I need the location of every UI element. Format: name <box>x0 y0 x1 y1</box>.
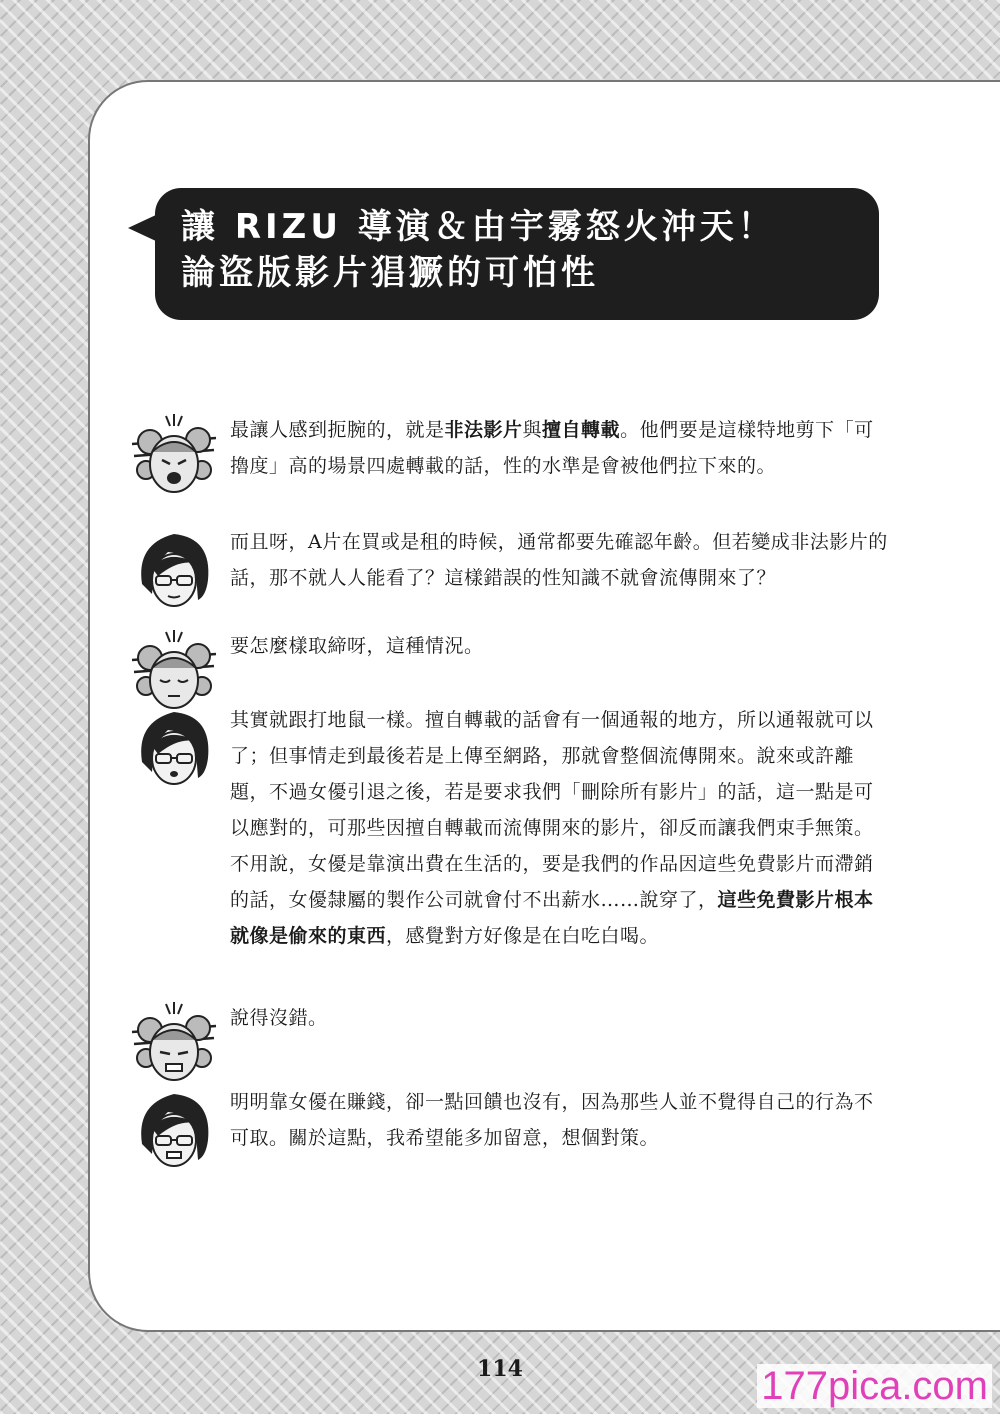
title-bubble <box>155 188 879 320</box>
dialogue-text: 明明靠女優在賺錢，卻一點回饋也沒有，因為那些人並不覺得自己的行為不可取。關於這點，我希望能多加留意，想個對策。 <box>230 1091 874 1149</box>
highlight-text: 這些免費影片根本就像是偷來的東西 <box>230 889 874 947</box>
dialogue-text: 要怎麼樣取締呀，這種情況。 <box>230 635 484 657</box>
highlight-text: 非法影片 <box>444 419 523 441</box>
title-bubble-tail <box>128 214 158 242</box>
watermark: 177pica.com <box>757 1364 992 1408</box>
dialogue-text: 其實就跟打地鼠一樣。擅自轉載的話會有一個通報的地方，所以通報就可以了；但事情走到最後若是上傳至網路，那就會整個流傳開來。說來或許離題，不過女優引退之後，若是要求我們「刪除所有影片」的話，這一點是可以應對的，可那些因擅自轉載而流傳開來的影片，卻反而讓我們束手無策。不用說，女優是靠演出費在生活的，要是我們的作品因這些免費影片而滯銷的話，女優隸屬的製作公司就會付不出薪水……說穿了，這些免費影片根本就像是偷來的東西，感覺對方好像是在白吃白喝。 <box>230 709 874 947</box>
actress-avatar-icon <box>128 702 220 794</box>
highlight-text: 擅自轉載 <box>542 419 621 441</box>
actress-avatar-icon <box>128 1084 220 1176</box>
page-number: 114 <box>477 1356 523 1382</box>
dialogue-text: 說得沒錯。 <box>230 1007 328 1029</box>
director-avatar-icon <box>128 1000 220 1092</box>
dialogue-text: 最讓人感到扼腕的，就是非法影片與擅自轉載。他們要是這樣特地剪下「可擼度」高的場景四處轉載的話，性的水準是會被他們拉下來的。 <box>230 419 874 477</box>
dialogue-text: 而且呀，A片在買或是租的時候，通常都要先確認年齡。但若變成非法影片的話，那不就人人能看了？這樣錯誤的性知識不就會流傳開來了？ <box>230 531 888 589</box>
title-line-1: 讓 RIZU 導演＆由宇霧怒火沖天！ <box>181 207 776 247</box>
actress-avatar-icon <box>128 524 220 616</box>
title-line-2: 論盜版影片猖獗的可怕性 <box>181 253 599 293</box>
director-avatar-icon <box>128 412 220 504</box>
